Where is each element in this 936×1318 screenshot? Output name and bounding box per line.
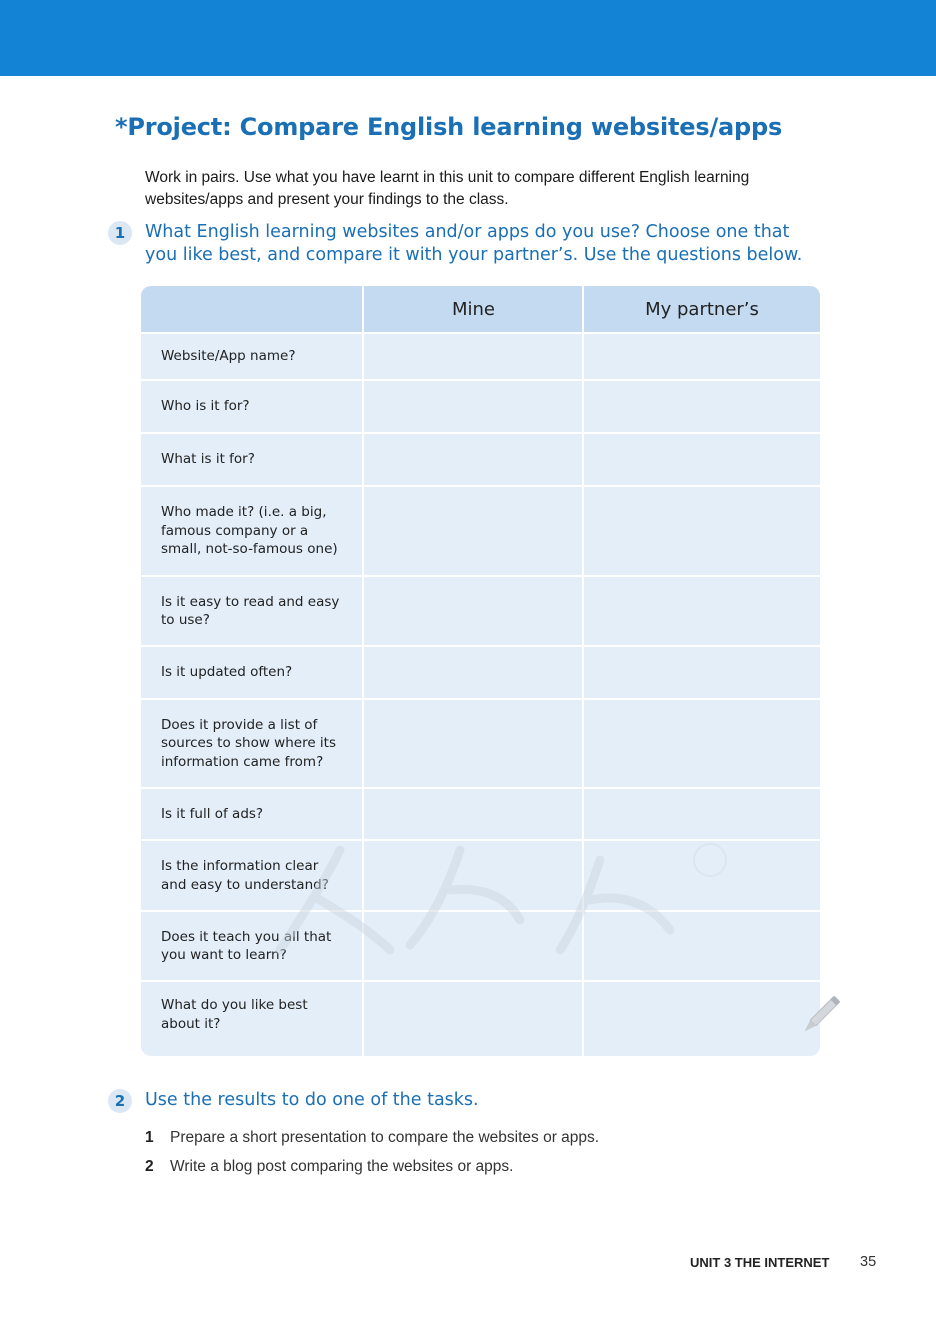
page-title: *Project: Compare English learning websites/apps — [115, 113, 783, 141]
question-line: Who is it for? — [161, 398, 250, 415]
footer-unit-label: UNIT 3 THE INTERNET — [690, 1255, 830, 1270]
question-line: Does it provide a list of — [161, 716, 318, 733]
answer-cell-mine[interactable] — [364, 576, 582, 646]
table-row-question — [161, 646, 356, 699]
pencil-icon — [798, 994, 842, 1038]
answer-cell-mine[interactable] — [364, 699, 582, 788]
question-line: Website/App name? — [161, 348, 296, 365]
question-text — [161, 805, 263, 824]
step-1-instruction — [145, 221, 802, 267]
answer-cell-mine[interactable] — [364, 380, 582, 433]
question-line: information came from? — [161, 753, 324, 770]
answer-cell-partner[interactable] — [584, 433, 820, 486]
step-1-line-1: What English learning websites and/or apps do you use? Choose one that — [145, 222, 790, 242]
question-line: Is it easy to read and easy — [161, 593, 340, 610]
question-text — [161, 716, 336, 772]
task-number: 1 — [145, 1129, 154, 1146]
question-text — [161, 347, 295, 366]
intro-text: Work in pairs. Use what you have learnt in this unit to compare different English learning websites/apps and present your findings to the class. — [145, 169, 750, 208]
answer-cell-partner[interactable] — [584, 486, 820, 576]
question-text — [161, 397, 250, 416]
question-line: Does it teach you all that — [161, 928, 332, 945]
header-mine: Mine — [451, 299, 495, 320]
page-number: 35 — [860, 1254, 877, 1270]
answer-cell-partner[interactable] — [584, 333, 820, 380]
table-row-question — [161, 981, 356, 1048]
table-row-question — [161, 486, 356, 576]
step-2-number: 2 — [108, 1089, 132, 1113]
question-line: Is it updated often? — [161, 664, 293, 681]
question-line: small, not-so-famous one) — [161, 541, 338, 558]
question-text — [161, 996, 308, 1033]
answer-cell-mine[interactable] — [364, 646, 582, 699]
step-2-instruction: Use the results to do one of the tasks. — [145, 1090, 479, 1110]
question-line: Is the information clear — [161, 858, 319, 874]
answer-cell-mine[interactable] — [364, 333, 582, 380]
table-row-question — [161, 699, 356, 788]
question-text — [161, 450, 255, 469]
question-text — [161, 593, 339, 630]
question-line: you want to learn? — [161, 947, 287, 963]
header-partner: My partner’s — [645, 299, 759, 320]
table-row-question — [161, 333, 356, 380]
answer-cell-mine[interactable] — [364, 486, 582, 576]
top-color-band — [0, 0, 936, 76]
question-line: famous company or a — [161, 522, 309, 539]
question-line: Who made it? (i.e. a big, — [161, 504, 327, 521]
step-1-line-2: you like best, and compare it with your partner’s. Use the questions below. — [145, 245, 803, 265]
answer-cell-partner[interactable] — [584, 576, 820, 646]
question-line: Is it full of ads? — [161, 805, 264, 822]
step-1-number: 1 — [108, 221, 132, 245]
question-line: sources to show where its — [161, 735, 337, 752]
answer-cell-mine[interactable] — [364, 981, 582, 1048]
answer-cell-partner[interactable] — [584, 699, 820, 788]
answer-cell-partner[interactable] — [584, 981, 820, 1048]
publisher-watermark — [260, 830, 740, 960]
answer-cell-partner[interactable] — [584, 380, 820, 433]
table-row-question — [161, 433, 356, 486]
answer-cell-mine[interactable] — [364, 433, 582, 486]
task-item — [145, 1129, 599, 1147]
question-line: What is it for? — [161, 451, 255, 468]
table-row-question — [161, 380, 356, 433]
task-text: Write a blog post comparing the websites or apps. — [170, 1158, 514, 1175]
table-row-question — [161, 576, 356, 646]
task-text: Prepare a short presentation to compare the websites or apps. — [170, 1129, 600, 1146]
question-line: about it? — [161, 1015, 221, 1032]
answer-cell-partner[interactable] — [584, 646, 820, 699]
question-line: What do you like best — [161, 997, 308, 1013]
question-text — [161, 663, 292, 682]
task-number: 2 — [145, 1158, 154, 1175]
task-item — [145, 1158, 513, 1176]
question-line: and easy to understand? — [161, 876, 329, 893]
question-text — [161, 503, 338, 559]
question-line: to use? — [161, 612, 210, 628]
